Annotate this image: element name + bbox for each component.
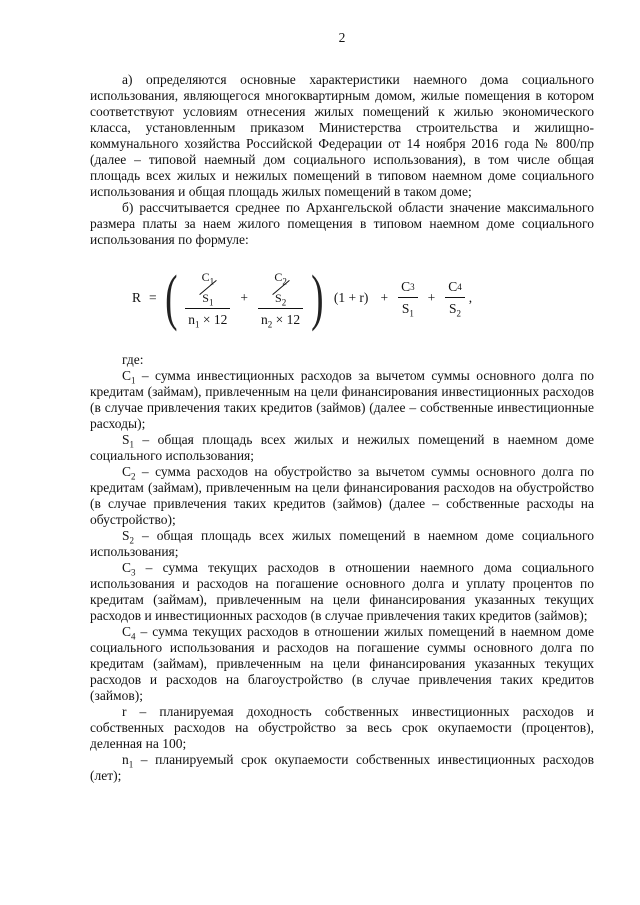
definition-C4: $C_4$ – сумма текущих расходов в отношении жилых помещений в наемном доме социального использования и расходов на погашение суммы основного долга по кредитам (займам), привлеченным на цели финансирования указанных текущих расходов и расходов на благоустройство (в случае привлечения таких кредитов (займов); — [90, 624, 594, 703]
fraction-2: $C_2$ $S_2$ $n_2 \times 12$ — [258, 269, 303, 328]
fraction-1: $C_1$ $S_1$ $n_1 \times 12$ — [185, 269, 230, 328]
definition-r: r – планируемая доходность собственных инвестиционных расходов и собственных расходов на обустройство за весь срок окупаемости (процентов), деленная на 100; — [90, 704, 594, 751]
definition-S2: $S_2$ – общая площадь всех жилых помещений в наемном доме социального использования; — [90, 528, 594, 559]
paragraph-a: а) определяются основные характеристики наемного дома социального использования, являющегося многоквартирным домом, жилые помещения в котором соответствуют условиям отнесения жилых помещений к жилью экономического класса, установленным приказом Министерства строительства и жилищно-коммунального хозяйства Российской Федерации от 14 ноября 2016 года № 800/пр (далее – типовой наемный дом социального использования), в том числе общая площадь всех жилых и нежилых помещений в типовом наемном доме социального использования и общая площадь жилых помещений в таком доме; — [90, 72, 594, 199]
formula-equals: = — [149, 290, 157, 305]
page-number: 2 — [338, 30, 346, 45]
definition-n1: $n_1$ – планируемый срок окупаемости собственных инвестиционных расходов (лет); — [90, 752, 594, 783]
formula-comma: , — [468, 290, 473, 305]
growth-factor: (1 + r) — [333, 290, 369, 305]
fraction-4: C 4 $S_2$ — [445, 279, 465, 317]
definition-C2: $C_2$ – сумма расходов на обустройство за вычетом суммы основного долга по кредитам (займам), привлеченным на цели финансирования расходов на обустройство (в случае привлечения таких кредитов (займов) (далее – собственные расходы на обустройство); — [90, 464, 594, 527]
where-label: где: — [122, 352, 144, 367]
plus-3: + — [427, 290, 436, 305]
left-brace: ( — [164, 264, 178, 332]
definition-C3: $C_3$ – сумма текущих расходов в отношении наемного дома социального использования и расходов на погашение основного долга и уплату процентов по кредитам (займам), привлеченным на цели финансирования указанных текущих расходов и инвестиционных расходов (в случае привлечения таких кредитов (займов); — [90, 560, 594, 623]
paragraph-b: б) рассчитывается среднее по Архангельской области значение максимального размера платы за наем жилого помещения в типовом наемном доме социального использования по формуле: — [90, 200, 594, 247]
plus-2: + — [380, 290, 389, 305]
definition-C1: $C_1$ – сумма инвестиционных расходов за вычетом суммы основного долга по кредитам (займам), привлеченным на цели финансирования инвестиционных расходов (в случае привлечения таких кредитов (займов) (далее – собственные инвестиционные расходы); — [90, 368, 594, 431]
formula-R: R — [132, 290, 142, 305]
plus-1: + — [240, 290, 249, 305]
right-brace: ) — [311, 264, 324, 332]
definition-S1: $S_1$ – общая площадь всех жилых и нежилых помещений в наемном доме социального использования; — [90, 432, 594, 463]
formula — [132, 256, 594, 340]
fraction-3: C 3 $S_1$ — [398, 279, 418, 317]
